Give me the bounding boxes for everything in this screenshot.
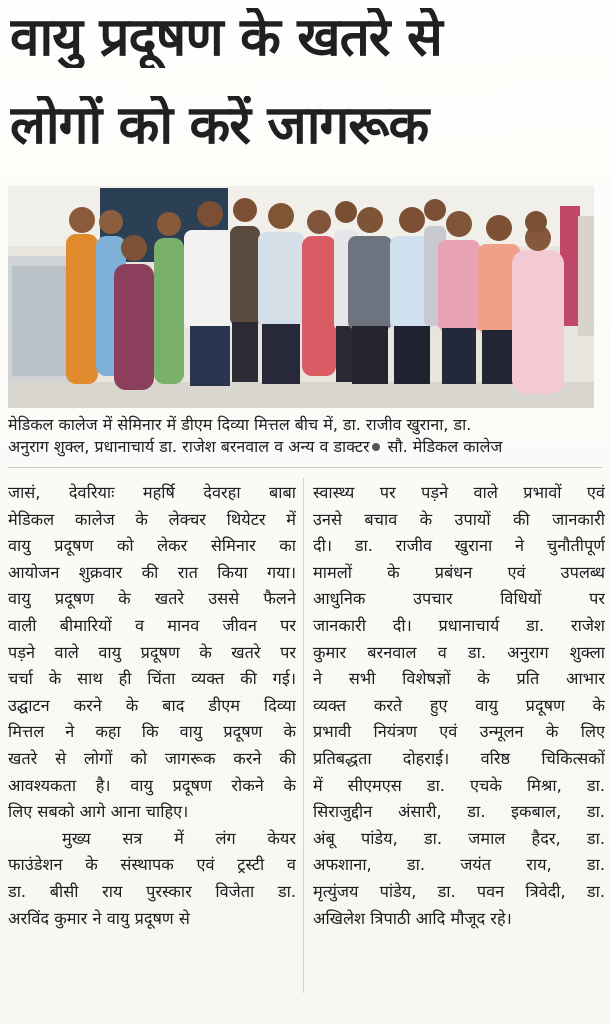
article-line: डा. बीसी राय पुरस्कार विजेता डा. [8,881,296,901]
article-line: व्यक्त करते हुए वायु प्रदूषण के [313,695,605,715]
article-line: उद्घाटन करने के बाद डीएम दिव्या [8,695,296,715]
credit-bullet-icon [372,443,380,451]
article-line: खतरे से लोगों को जागरूक करने की [8,748,296,768]
article-line: वाली बीमारियों व मानव जीवन पर [8,615,296,635]
article-line: लिए सबको आगे आना चाहिए। [8,802,189,822]
article-line: आधुनिक उपचार विधियों पर [313,589,605,609]
article-line: मित्तल ने कहा कि वायु प्रदूषण के [8,722,296,742]
article-line: वायु प्रदूषण को लेकर सेमिनार का [8,536,296,556]
article-line: अफशाना, डा. जयंत राय, डा. [313,855,605,875]
article-line: आवश्यकता है। वायु प्रदूषण रोकने के [8,775,296,795]
group-photo-icon [8,186,594,408]
article-line: चर्चा के साथ ही चिंता व्यक्त की गई। [8,669,296,689]
article-column-left [8,480,296,932]
article-line: मामलों के प्रबंधन एवं उपलब्ध [313,562,605,582]
article-line: ने सभी विशेषज्ञों के प्रति आभार [313,669,605,689]
article-line: आयोजन शुक्रवार की रात किया गया। [8,562,296,582]
article-line: अरविंद कुमार ने वायु प्रदूषण से [8,908,190,928]
article-line: में सीएमएस डा. एचके मिश्रा, डा. [313,775,605,795]
article-column-right [313,480,605,932]
caption-line-2-text: अनुराग शुक्ल, प्रधानाचार्य डा. राजेश बरनवाल व अन्य व डाक्टर [8,437,370,456]
article-line: अखिलेश त्रिपाठी आदि मौजूद रहे। [313,908,512,928]
article-line: अंबू पांडेय, डा. जमाल हैदर, डा. [313,828,605,848]
article-line: कुमार बरनवाल व डा. अनुराग शुक्ला [313,642,605,662]
article-line: प्रतिबद्धता दोहराई। वरिष्ठ चिकित्सकों [313,748,605,768]
article-line: सिराजुद्दीन अंसारी, डा. इकबाल, डा. [313,802,605,822]
article-line: जानकारी दी। प्रधानाचार्य डा. राजेश [313,615,605,635]
article-line: स्वास्थ्य पर पड़ने वाले प्रभावों एवं [313,483,605,502]
caption-divider [8,467,602,468]
article-line: दी। डा. राजीव खुराना ने चुनौतीपूर्ण [313,536,605,556]
group-photo [8,186,594,408]
column-divider [303,478,304,993]
headline-line-2: लोगों को करें जागरूक [10,96,429,156]
article-line: मेडिकल कालेज के लेक्चर थियेटर में [8,509,296,529]
article-line: फाउंडेशन के संस्थापक एवं ट्रस्टी व [8,855,296,875]
article-line: पड़ने वाले वायु प्रदूषण के खतरे पर [8,642,296,662]
article-line: मृत्युंजय पांडेय, डा. पवन त्रिवेदी, डा. [313,881,605,901]
article-line: प्रभावी नियंत्रण एवं उन्मूलन के लिए [313,722,605,742]
caption-line-2 [8,436,602,458]
article-line: वायु प्रदूषण के खतरे उससे फैलने [8,589,296,609]
photo-credit: सौ. मेडिकल कालेज [387,437,503,456]
headline-line-1: वायु प्रदूषण के खतरे से [10,8,442,68]
article-line: मुख्य सत्र में लंग केयर [62,828,296,848]
photo-caption [8,414,602,458]
caption-line-1: मेडिकल कालेज में सेमिनार में डीएम दिव्या मित्तल बीच में, डा. राजीव खुराना, डा. [8,415,472,434]
article-line: उनसे बचाव के उपायों की जानकारी [313,509,605,529]
article-line: जासं, देवरियाः महर्षि देवरहा बाबा [8,483,296,502]
